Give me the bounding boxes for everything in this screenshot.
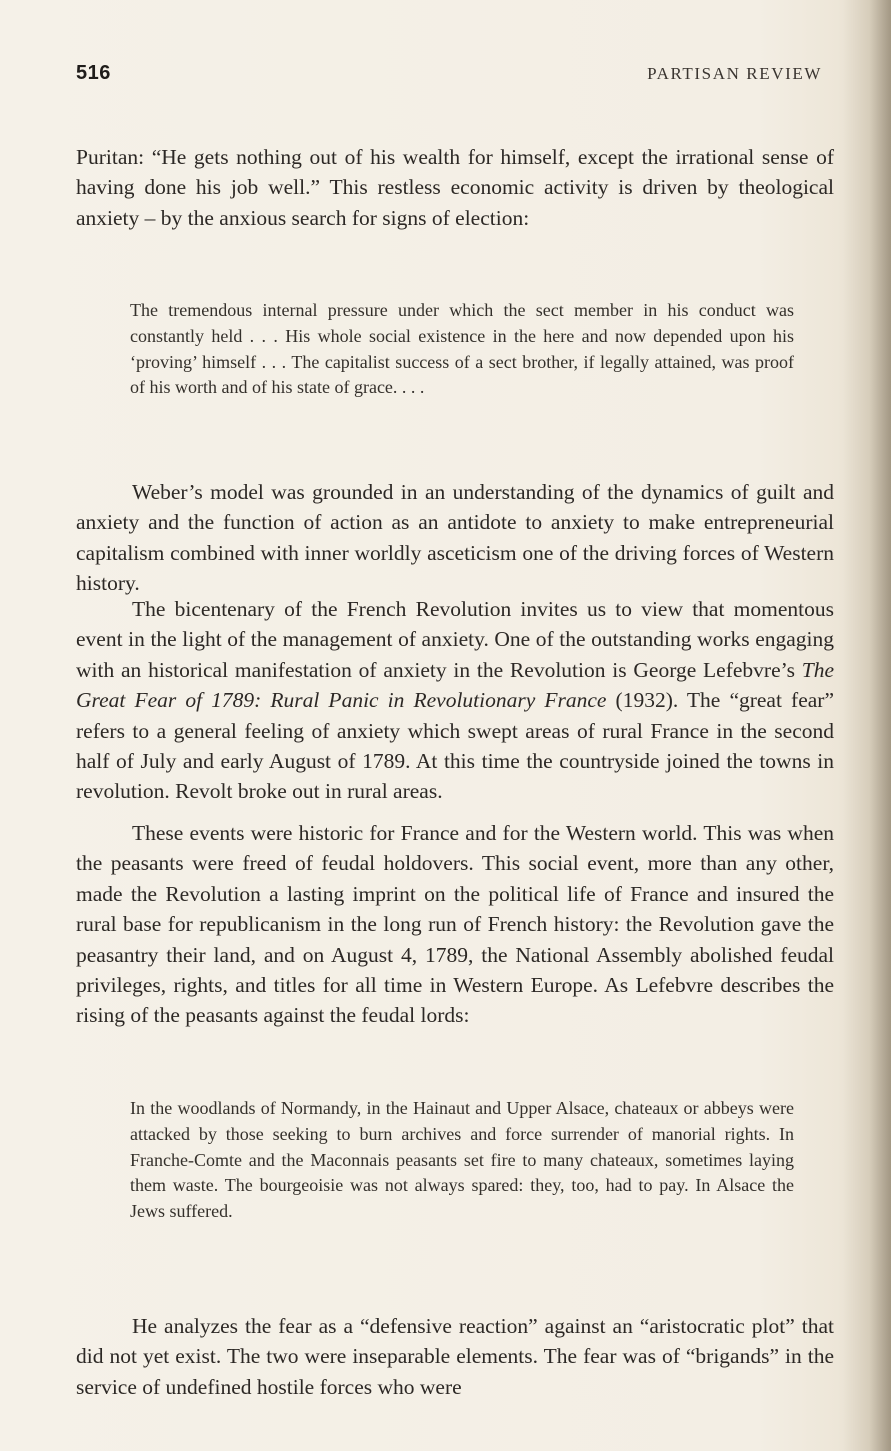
paragraph-defensive-reaction xyxy=(76,1311,834,1402)
paragraph-text: Puritan: “He gets nothing out of his wealth for himself, except the irrational sense of having done his job well.” This restless economic activity is driven by theological anxiety – by the anxious search for signs of election: xyxy=(76,145,834,230)
paragraph-text: Weber’s model was grounded in an understanding of the dynamics of guilt and anxiety and the function of action as an antidote to anxiety to make entrepreneurial capitalism combined with inner worldly asceticism one of the driving forces of Western history. xyxy=(76,480,834,596)
quote-text: The tremendous internal pressure under which the sect member in his conduct was constantly held . . . His whole social existence in the here and now depended upon his ‘proving’ himself . . . The capitalist success of a sect brother, if legally attained, was proof of his worth and of his state of grace. . . . xyxy=(130,300,794,398)
book-title: The Great Fear of 1789: Rural Panic in Revolutionary France xyxy=(76,657,834,713)
binding-shadow xyxy=(843,0,891,1451)
quote-text: In the woodlands of Normandy, in the Hainaut and Upper Alsace, chateaux or abbeys were attacked by those seeking to burn archives and force surrender of manorial rights. In Franche-Comte and the Maconnais peasants set fire to many chateaux, sometimes laying them waste. The bourgeoisie was not always spared: they, too, had to pay. In Alsace the Jews suffered. xyxy=(130,1098,794,1222)
paragraph-puritan xyxy=(76,142,834,233)
block-quote-lefebvre xyxy=(130,1096,794,1225)
paragraph-text-part: (1932). The “great fear” refers to a general feeling of anxiety which swept areas of rural France in the second half of July and early August of 1789. At this time the countryside joined the towns in revolution. Revolt broke out in rural areas. xyxy=(76,688,834,804)
paragraph-weber-model xyxy=(76,477,834,599)
running-head: PARTISAN REVIEW xyxy=(647,64,822,83)
paragraph-historic-events xyxy=(76,818,834,1031)
paragraph-text-part: The bicentenary of the French Revolution invites us to view that momentous event in the light of the management of anxiety. One of the outstanding works engaging with an historical manifestation of anxiety in the Revolution is George Lefebvre’s xyxy=(76,597,834,682)
paragraph-text xyxy=(76,594,834,807)
paragraph-bicentenary xyxy=(76,594,834,807)
block-quote-weber xyxy=(130,298,794,401)
page-number: 516 xyxy=(76,62,111,84)
page-header xyxy=(76,62,822,92)
paragraph-text: He analyzes the fear as a “defensive reaction” against an “aristocratic plot” that did not yet exist. The two were inseparable elements. The fear was of “brigands” in the service of undefined hostile forces who were xyxy=(76,1314,834,1399)
paragraph-text: These events were historic for France and for the Western world. This was when the peasants were freed of feudal holdovers. This social event, more than any other, made the Revolution a lasting imprint on the political life of France and insured the rural base for republicanism in the long run of French history: the Revolution gave the peasantry their land, and on August 4, 1789, the National Assembly abolished feudal privileges, rights, and titles for all time in Western Europe. As Lefebvre describes the rising of the peasants against the feudal lords: xyxy=(76,821,834,1028)
